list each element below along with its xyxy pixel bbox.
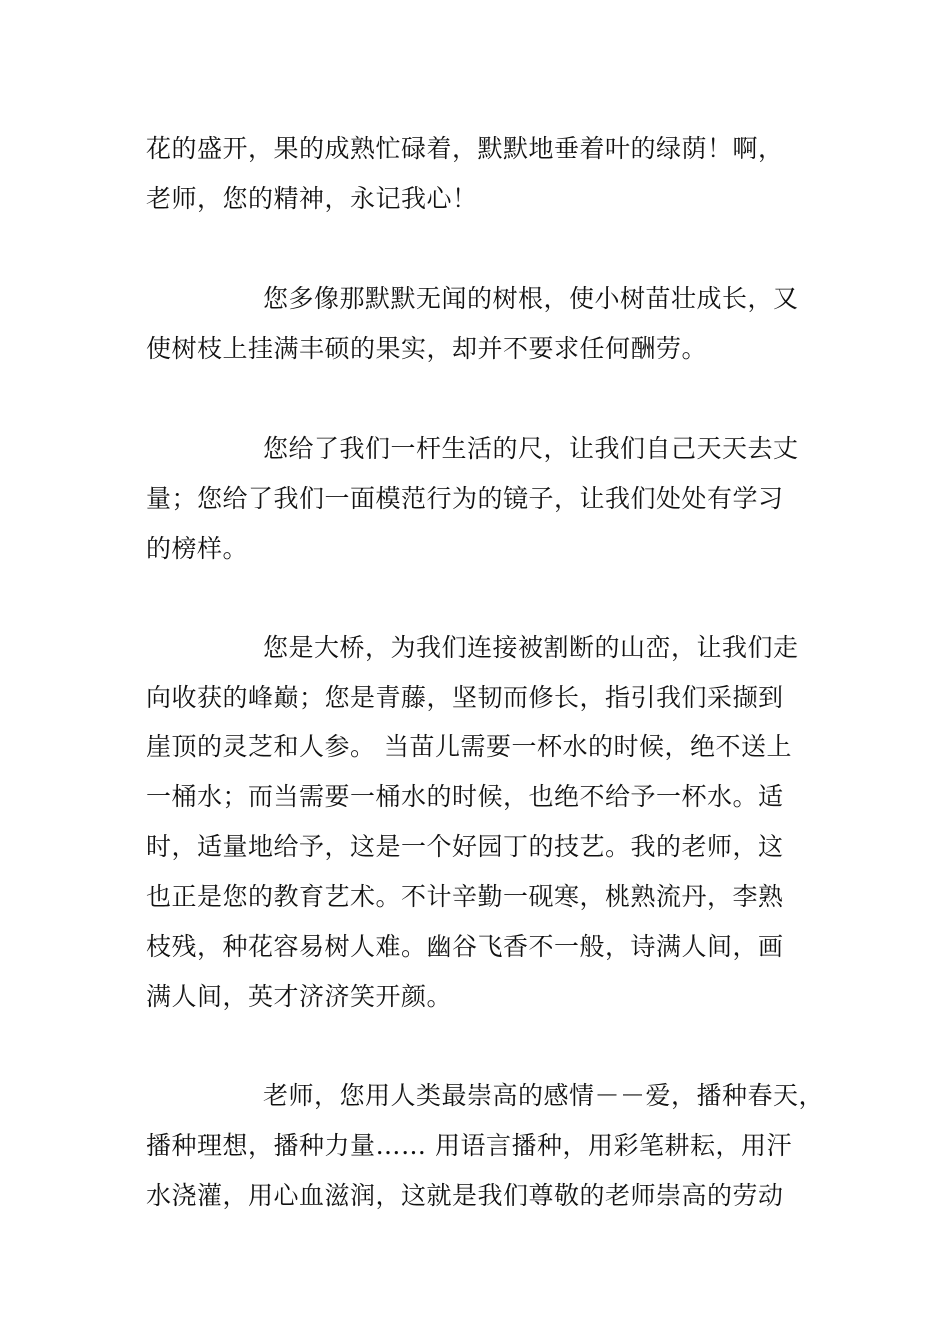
paragraph-5-line-3: 水浇灌，用心血滋润，这就是我们尊敬的老师崇高的劳动 — [146, 1181, 784, 1210]
paragraph-4-line-8: 满人间，英才济济笑开颜。 — [146, 982, 453, 1011]
paragraph-2-line-2: 使树枝上挂满丰硕的果实，却并不要求任何酬劳。 — [146, 334, 708, 363]
paragraph-1-line-2: 老师，您的精神，永记我心！ — [146, 184, 478, 213]
paragraph-1-line-1: 花的盛开，果的成熟忙碌着，默默地垂着叶的绿荫！啊， — [146, 134, 784, 163]
paragraph-4-line-3: 崖顶的灵芝和人参。 当苗儿需要一杯水的时候，绝不送上 — [146, 732, 792, 761]
paragraph-3-line-1: 您给了我们一杆生活的尺，让我们自己天天去丈 — [263, 434, 799, 463]
paragraph-2-line-1: 您多像那默默无闻的树根，使小树苗壮成长，又 — [263, 284, 799, 313]
paragraph-4-line-5: 时，适量地给予，这是一个好园丁的技艺。我的老师，这 — [146, 832, 784, 861]
paragraph-4-line-6: 也正是您的教育艺术。不计辛勤一砚寒，桃熟流丹，李熟 — [146, 882, 784, 911]
paragraph-3-line-3: 的榜样。 — [146, 534, 249, 563]
paragraph-4-line-7: 枝残，种花容易树人难。幽谷飞香不一般，诗满人间，画 — [146, 932, 784, 961]
paragraph-4-line-2: 向收获的峰巅；您是青藤，坚韧而修长，指引我们采撷到 — [146, 683, 784, 712]
paragraph-4-line-4: 一桶水；而当需要一桶水的时候，也绝不给予一杯水。适 — [146, 782, 784, 811]
paragraph-4-line-1: 您是大桥，为我们连接被割断的山峦，让我们走 — [263, 633, 799, 662]
paragraph-3-line-2: 量；您给了我们一面模范行为的镜子，让我们处处有学习 — [146, 484, 784, 513]
paragraph-5-line-1: 老师，您用人类最崇高的感情－－爱，播种春天， — [263, 1081, 825, 1110]
paragraph-5-line-2: 播种理想，播种力量…… 用语言播种，用彩笔耕耘，用汗 — [146, 1131, 792, 1160]
